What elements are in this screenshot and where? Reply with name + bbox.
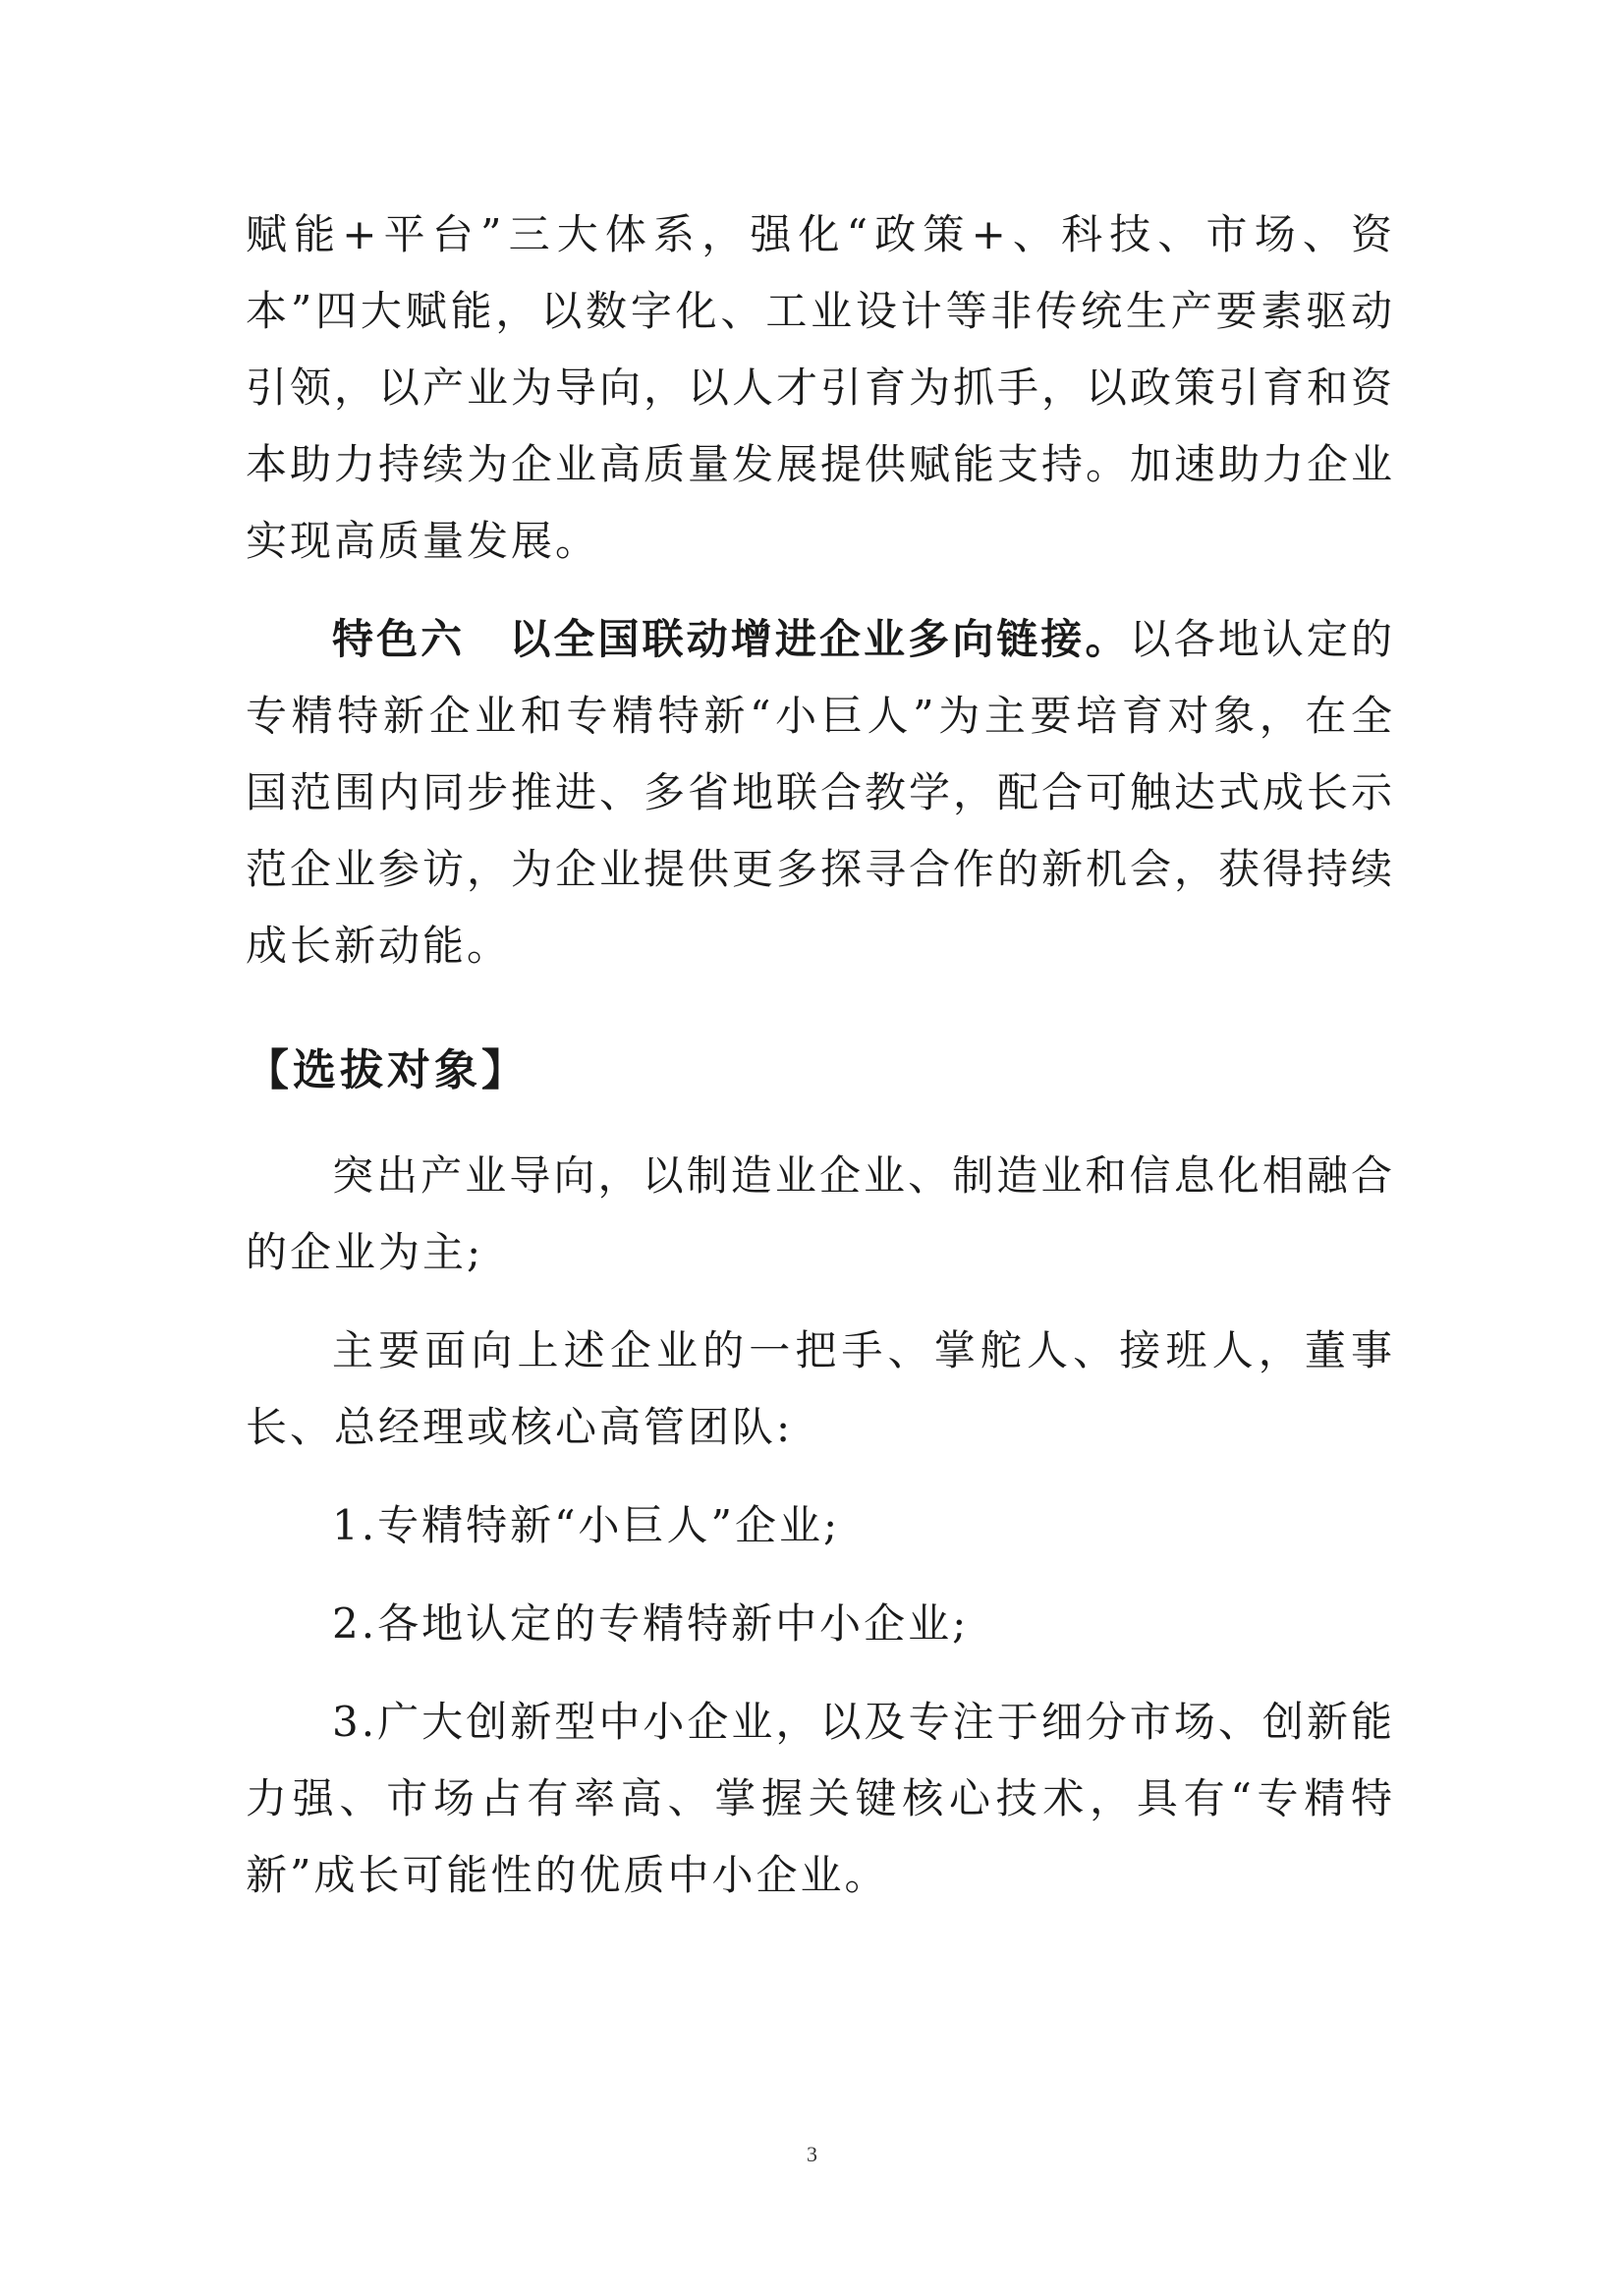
paragraph-target-audience: 主要面向上述企业的一把手、掌舵人、接班人，董事长、总经理或核心高管团队: — [246, 1326, 1395, 1451]
paragraph-empowerment: 赋能+平台”三大体系，强化“政策+、科技、市场、资本”四大赋能，以数字化、工业设计等非传统生产要素驱动引领，以产业为导向，以人才引育为抓手，以政策引育和资本助力持续为企业高质量发展提供赋能支持。加速助力企业实现高质量发展。 — [246, 210, 1396, 565]
page-number: 3 — [807, 2142, 817, 2166]
list-item-3: 3.广大创新型中小企业，以及专注于细分市场、创新能力强、市场占有率高、掌握关键核心技术，具有“专精特新”成长可能性的优质中小企业。 — [246, 1698, 1395, 1899]
paragraph-target-industry: 突出产业导向，以制造业企业、制造业和信息化相融合的企业为主; — [246, 1151, 1395, 1276]
section-heading-selection-target: 【选拔对象】 — [246, 1045, 529, 1095]
list-item-1: 1.专精特新“小巨人”企业; — [332, 1501, 841, 1549]
feature-six-body: 以各地认定的专精特新企业和专精特新“小巨人”为主要培育对象，在全国范围内同步推进、多省地联合教学，配合可触达式成长示范企业参访，为企业提供更多探寻合作的新机会，获得持续成长新动能。 — [246, 615, 1396, 970]
list-item-2: 2.各地认定的专精特新中小企业; — [332, 1599, 970, 1648]
document-page — [246, 196, 1395, 1914]
paragraph-feature-six — [246, 601, 1395, 984]
feature-six-title: 特色六 以全国联动增进企业多向链接。 — [332, 615, 1130, 663]
